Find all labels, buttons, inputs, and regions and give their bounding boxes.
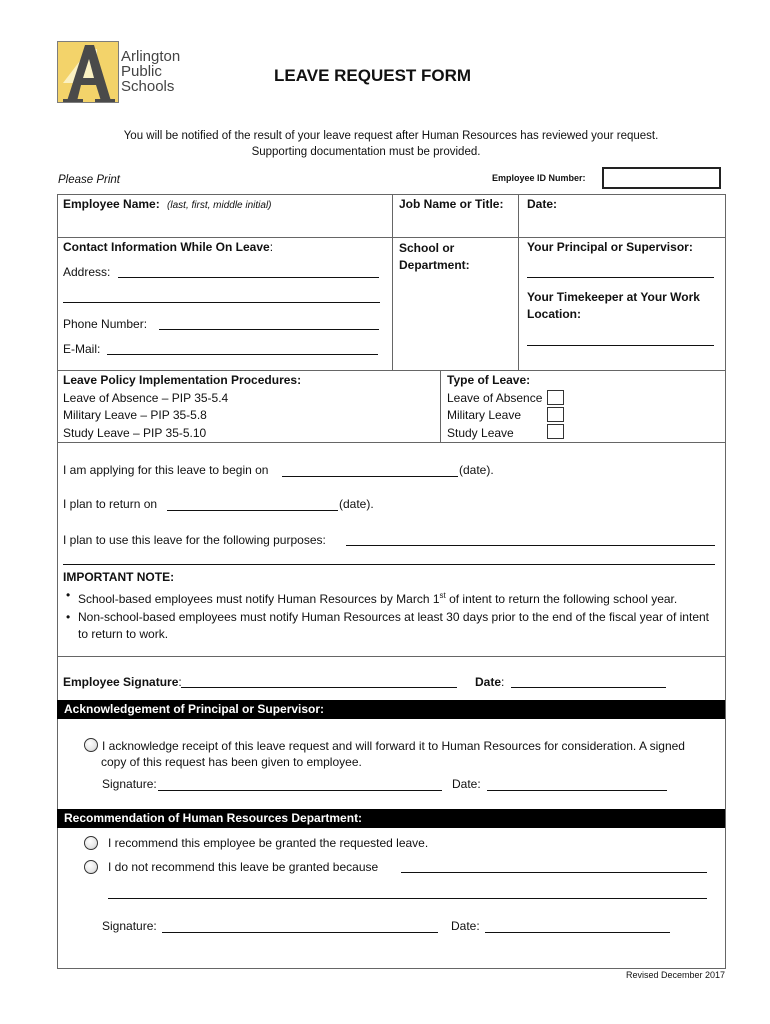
- begin-date-suffix: (date).: [459, 463, 494, 477]
- ack-signature-input-line[interactable]: [158, 790, 442, 791]
- address-input-line-1[interactable]: [118, 277, 379, 278]
- phone-label: Phone Number:: [63, 317, 148, 331]
- purposes-label: I plan to use this leave for the following purposes:: [63, 533, 326, 547]
- policy-item: Military Leave – PIP 35-5.8: [63, 408, 207, 422]
- employee-signature-label: Employee Signature: [63, 675, 179, 689]
- intro-line-1: You will be notified of the result of your leave request after Human Resources has reviewed your request.: [123, 130, 659, 142]
- leave-type-option-label: Military Leave: [447, 408, 522, 422]
- not-recommend-radio[interactable]: [84, 860, 98, 874]
- ack-signature-label: Signature:: [102, 777, 157, 791]
- date-label: Date:: [527, 197, 558, 211]
- revised-date: Revised December 2017: [626, 970, 726, 980]
- employee-name-hint: (last, first, middle initial): [167, 200, 272, 211]
- employee-sig-date-colon: :: [501, 675, 505, 689]
- leave-type-heading: Type of Leave:: [447, 373, 531, 387]
- logo-line-1: Arlington: [121, 48, 181, 65]
- not-recommend-reason-line-1[interactable]: [401, 872, 707, 873]
- not-recommend-reason-line-2[interactable]: [108, 898, 707, 899]
- return-date-input-line[interactable]: [167, 510, 338, 511]
- hr-date-label: Date:: [451, 919, 480, 933]
- not-recommend-text: I do not recommend this leave be granted because: [108, 860, 379, 874]
- employee-sig-date-input-line[interactable]: [511, 687, 666, 688]
- email-input-line[interactable]: [107, 354, 378, 355]
- address-input-line-2[interactable]: [63, 302, 380, 303]
- employee-name-label: Employee Name:: [63, 197, 160, 211]
- page-title: LEAVE REQUEST FORM: [274, 66, 472, 85]
- principal-input-line[interactable]: [527, 277, 714, 278]
- employee-signature-input-line[interactable]: [181, 687, 457, 688]
- employee-id-input[interactable]: [602, 167, 721, 189]
- logo-line-2: Public: [121, 63, 162, 80]
- leave-type-block: [447, 372, 542, 442]
- contact-info-colon: :: [269, 240, 274, 254]
- return-date-suffix: (date).: [339, 497, 374, 511]
- leave-type-option-label: Leave of Absence: [447, 390, 543, 405]
- policy-block: [63, 372, 301, 442]
- begin-date-prefix: I am applying for this leave to begin on: [63, 463, 269, 477]
- employee-signature-colon: :: [178, 675, 182, 689]
- purposes-input-line-2[interactable]: [63, 564, 715, 565]
- school-dept-label: School or Department:: [399, 241, 470, 272]
- purposes-input-line-1[interactable]: [346, 545, 715, 546]
- acknowledge-text: I acknowledge receipt of this leave request and will forward it to Human Resources for consideration. A signed copy of this request has been given to employee.: [101, 739, 685, 769]
- leave-of-absence-checkbox[interactable]: [547, 390, 564, 405]
- begin-date-input-line[interactable]: [282, 476, 458, 477]
- intro-line-2: Supporting documentation must be provided.: [251, 146, 481, 158]
- district-logo: [57, 41, 119, 103]
- leave-type-option-label: Study Leave: [447, 425, 514, 440]
- hr-date-input-line[interactable]: [485, 932, 670, 933]
- note-bullet-2-text: Non-school-based employees must notify Human Resources at least 30 days prior to the end of the fiscal year of intent to return to work.: [78, 609, 709, 641]
- timekeeper-label: Your Timekeeper at Your Work Location:: [527, 290, 700, 321]
- policy-heading: Leave Policy Implementation Procedures:: [63, 373, 302, 387]
- recommend-radio[interactable]: [84, 836, 98, 850]
- policy-item: Leave of Absence – PIP 35-5.4: [63, 390, 229, 405]
- principal-label: Your Principal or Supervisor:: [527, 240, 693, 254]
- hr-recommendation-bar: Recommendation of Human Resources Department:: [57, 809, 725, 828]
- logo-line-3: Schools: [121, 78, 175, 95]
- hr-signature-label: Signature:: [102, 919, 157, 933]
- hr-signature-input-line[interactable]: [162, 932, 438, 933]
- note-bullet-1-sup: st: [439, 591, 446, 600]
- ack-date-input-line[interactable]: [487, 790, 667, 791]
- phone-input-line[interactable]: [159, 329, 379, 330]
- employee-id-label: Employee ID Number:: [492, 173, 586, 183]
- acknowledgement-bar: Acknowledgement of Principal or Supervisor:: [57, 700, 725, 719]
- contact-info-label: Contact Information While On Leave: [63, 240, 270, 254]
- email-label: E-Mail:: [63, 342, 101, 356]
- address-label: Address:: [63, 265, 111, 279]
- timekeeper-input-line[interactable]: [527, 345, 714, 346]
- note-bullet-2: • Non-school-based employees must notify Human Resources at least 30 days prior to the end of the fiscal year of intent to return to work.: [66, 609, 709, 641]
- important-note-list: [66, 587, 721, 644]
- note-bullet-1-a: School-based employees must notify Human Resources by March 1: [78, 592, 440, 606]
- note-bullet-1-b: of intent to return the following school year.: [445, 592, 678, 606]
- note-bullet-1: • School-based employees must notify Human Resources by March 1st of intent to return the following school year.: [66, 588, 678, 606]
- acknowledge-radio[interactable]: [84, 738, 98, 752]
- employee-sig-date-label: Date: [475, 675, 502, 689]
- logo-text: [121, 49, 180, 94]
- study-leave-checkbox[interactable]: [547, 424, 564, 439]
- return-date-prefix: I plan to return on: [63, 497, 158, 511]
- ack-date-label: Date:: [452, 777, 481, 791]
- important-note-heading: IMPORTANT NOTE:: [63, 570, 175, 584]
- logo-a-icon: [57, 41, 119, 103]
- policy-item: Study Leave – PIP 35-5.10: [63, 425, 207, 440]
- please-print-label: Please Print: [58, 174, 121, 186]
- job-name-label: Job Name or Title:: [399, 197, 504, 211]
- recommend-text: I recommend this employee be granted the requested leave.: [108, 836, 429, 850]
- military-leave-checkbox[interactable]: [547, 407, 564, 422]
